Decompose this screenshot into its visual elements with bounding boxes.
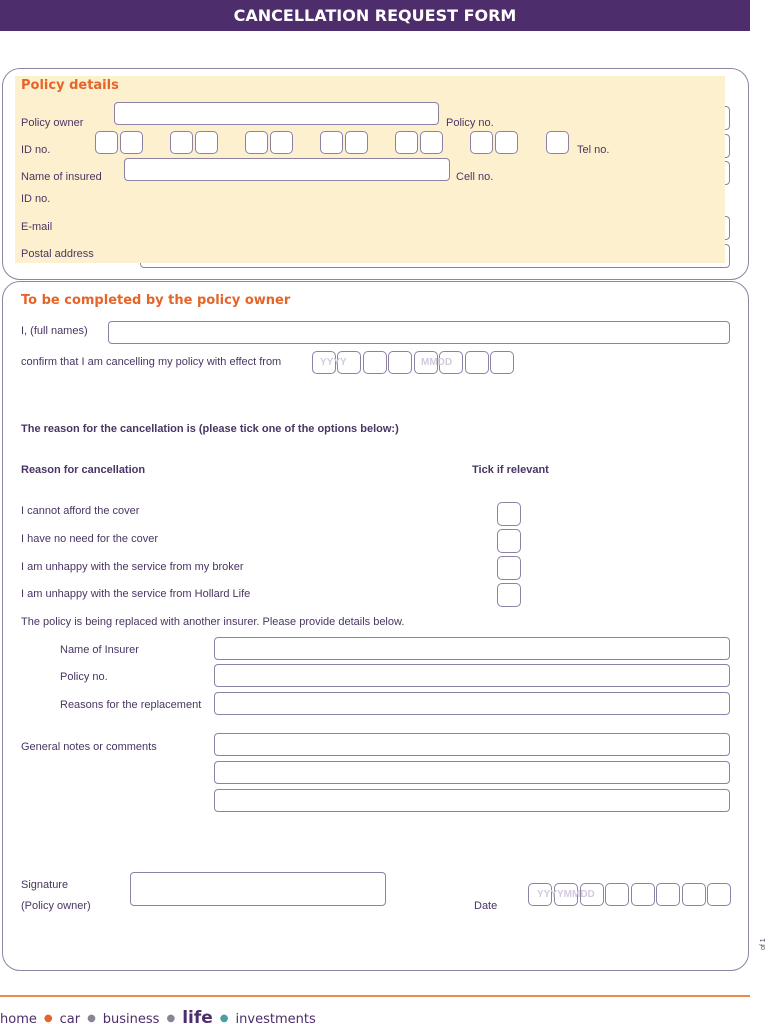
reasons-for-replacement-label: Reasons for the replacement [60, 699, 202, 711]
name-of-insurer-label: Name of Insurer [60, 644, 139, 656]
id-digit-box[interactable] [170, 131, 193, 154]
general-notes-field[interactable] [214, 761, 730, 784]
signature-date-box[interactable] [656, 883, 680, 906]
effective-date-box[interactable] [363, 351, 387, 374]
tick-column-header: Tick if relevant [472, 464, 549, 476]
id-digit-box[interactable] [395, 131, 418, 154]
replacement-policy-no-field[interactable] [214, 664, 730, 687]
signature-date-box[interactable] [682, 883, 706, 906]
footer-nav [0, 1008, 316, 1024]
id-digit-box[interactable] [345, 131, 368, 154]
page-count-note: of 1 [760, 938, 767, 950]
footer-item-life[interactable]: life [182, 1008, 213, 1024]
footer-item-car[interactable]: car [59, 1012, 81, 1024]
id-digit-box[interactable] [320, 131, 343, 154]
general-notes-field[interactable] [214, 789, 730, 812]
id-digit-box[interactable] [245, 131, 268, 154]
confirm-effective-label: confirm that I am cancelling my policy with effect from [21, 356, 282, 368]
effective-date-box[interactable] [490, 351, 514, 374]
reason-item: I am unhappy with the service from Hollard Life [21, 588, 251, 600]
policy-owner-field[interactable] [114, 102, 439, 125]
form-title: CANCELLATION REQUEST FORM [233, 6, 517, 25]
effective-date-md-hint: MMDD [421, 357, 453, 368]
name-of-insurer-field[interactable] [214, 637, 730, 660]
id-digit-box[interactable] [470, 131, 493, 154]
policy-no-label: Policy no. [446, 117, 494, 129]
name-of-insured-label: Name of insured [21, 171, 102, 183]
id-digit-box[interactable] [195, 131, 218, 154]
footer-item-business[interactable]: business [102, 1012, 160, 1024]
signature-date-box[interactable] [707, 883, 731, 906]
effective-date-box[interactable] [388, 351, 412, 374]
signature-date-box[interactable] [631, 883, 655, 906]
general-notes-label: General notes or comments [21, 741, 157, 753]
signature-field[interactable] [130, 872, 386, 906]
separator-dot-icon: ● [87, 1013, 96, 1024]
effective-date-year-hint: YYYY [320, 357, 347, 368]
effective-date-box[interactable] [465, 351, 489, 374]
signature-date-hint: YYYYMMDD [537, 889, 595, 900]
form-title-bar [0, 0, 750, 31]
signature-label: Signature [21, 879, 69, 891]
policy-owner-label: Policy owner [21, 117, 84, 129]
name-of-insured-field[interactable] [124, 158, 450, 181]
footer-item-home[interactable]: home [0, 1012, 37, 1024]
footer-item-investments[interactable]: investments [235, 1012, 316, 1024]
footer-divider [0, 995, 750, 997]
separator-dot-icon: ● [43, 1013, 53, 1024]
policy-owner-section-title: To be completed by the policy owner [21, 293, 291, 308]
reason-checkbox[interactable] [497, 529, 521, 553]
insured-id-no-label: ID no. [21, 193, 51, 205]
general-notes-field[interactable] [214, 733, 730, 756]
cell-no-label: Cell no. [456, 171, 494, 183]
reason-item: I am unhappy with the service from my broker [21, 561, 244, 573]
separator-dot-icon: ● [166, 1013, 176, 1024]
policy-details-title: Policy details [21, 78, 119, 93]
id-digit-box[interactable] [495, 131, 518, 154]
postal-address-label: Postal address [21, 248, 94, 260]
separator-dot-icon: ● [219, 1013, 229, 1024]
id-digit-box[interactable] [546, 131, 569, 154]
reason-checkbox[interactable] [497, 556, 521, 580]
replaced-policy-text: The policy is being replaced with another insurer. Please provide details below. [21, 616, 405, 628]
tel-no-label: Tel no. [577, 144, 610, 156]
id-digit-box[interactable] [420, 131, 443, 154]
email-label: E-mail [21, 221, 53, 233]
reasons-for-replacement-field[interactable] [214, 692, 730, 715]
id-no-label: ID no. [21, 144, 51, 156]
reason-item: I cannot afford the cover [21, 505, 140, 517]
id-digit-box[interactable] [95, 131, 118, 154]
full-names-field[interactable] [108, 321, 730, 344]
policy-owner-paren-label: (Policy owner) [21, 900, 91, 912]
id-digit-box[interactable] [270, 131, 293, 154]
reason-checkbox[interactable] [497, 583, 521, 607]
reason-intro: The reason for the cancellation is (please tick one of the options below:) [21, 423, 399, 435]
reason-checkbox[interactable] [497, 502, 521, 526]
signature-date-box[interactable] [605, 883, 629, 906]
reason-item: I have no need for the cover [21, 533, 158, 545]
date-label: Date [474, 900, 498, 912]
full-names-label: I, (full names) [21, 325, 88, 337]
reason-column-header: Reason for cancellation [21, 464, 146, 476]
replacement-policy-no-label: Policy no. [60, 671, 108, 683]
id-digit-box[interactable] [120, 131, 143, 154]
